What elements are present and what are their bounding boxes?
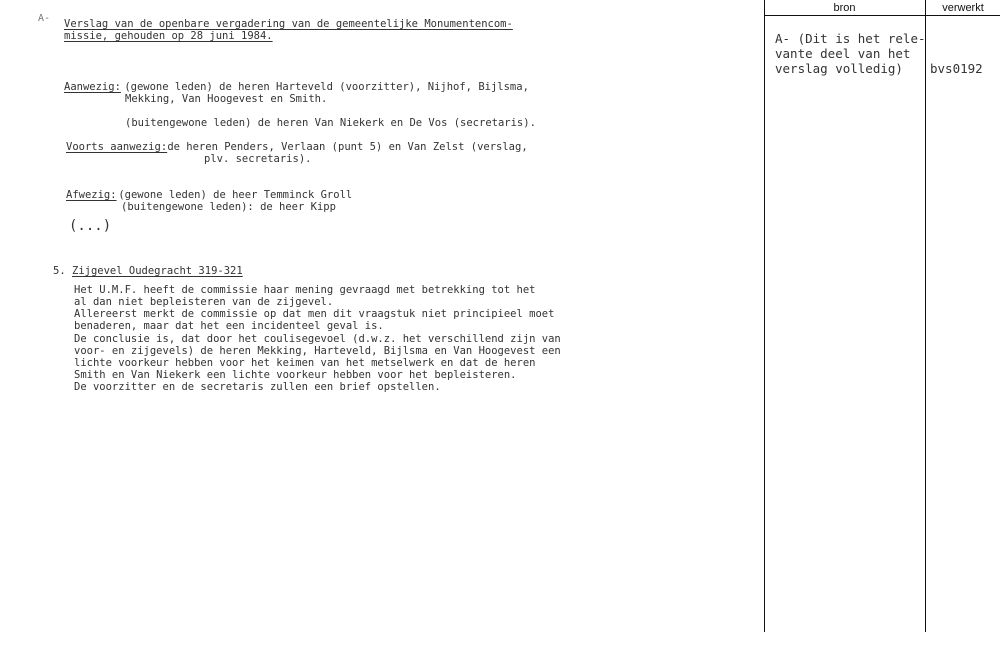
bron-note-line-1: A- (Dit is het rele-: [775, 31, 926, 46]
item-line: De voorzitter en de secretaris zullen een brief opstellen.: [74, 381, 441, 393]
bron-note-line-3: verslag volledig): [775, 61, 903, 76]
item-line: De conclusie is, dat door het coulisegevoel (d.w.z. het verschillend zijn van: [74, 333, 561, 345]
ellipsis-mark: (...): [69, 218, 112, 234]
item-title: Zijgevel Oudegracht 319-321: [72, 265, 243, 277]
absent-line-1: (gewone leden) de heer Temminck Groll: [112, 189, 353, 201]
column-divider-mid: [925, 0, 926, 632]
also-present-label: Voorts aanwezig:: [66, 141, 168, 153]
absent-label: Afwezig:: [66, 189, 117, 201]
report-title-line-1: Verslag van de openbare vergadering van de gemeentelijke Monumentencom-: [64, 18, 513, 30]
extraordinary-members: (buitengewone leden) de heren Van Niekerk en De Vos (secretaris).: [125, 117, 536, 129]
item-line: voor- en zijgevels) de heren Mekking, Harteveld, Bijlsma en Van Hoogevest een: [74, 345, 561, 357]
verwerkt-value: bvs0192: [930, 61, 983, 76]
item-number: 5.: [53, 265, 66, 277]
present-line-1: (gewone leden) de heren Harteveld (voorzitter), Nijhof, Bijlsma,: [118, 81, 529, 93]
item-line: Smith en Van Niekerk een lichte voorkeur hebben voor het bepleisteren.: [74, 369, 517, 381]
present-label: Aanwezig:: [64, 81, 121, 93]
report-title-line-2: missie, gehouden op 28 juni 1984.: [64, 30, 273, 42]
item-line: lichte voorkeur hebben voor het keimen van het metselwerk en dat de heren: [74, 357, 536, 369]
item-line: benaderen, maar dat het een incidenteel geval is.: [74, 320, 384, 332]
also-present-line-1: de heren Penders, Verlaan (punt 5) en Van Zelst (verslag,: [161, 141, 528, 153]
also-present-line-2: plv. secretaris).: [204, 153, 312, 165]
absent-line-2: (buitengewone leden): de heer Kipp: [121, 201, 336, 213]
header-underline: [764, 15, 1000, 16]
bron-header: bron: [833, 2, 856, 14]
bron-note-line-2: vante deel van het: [775, 46, 911, 61]
verwerkt-header: verwerkt: [942, 2, 984, 14]
item-line: Allereerst merkt de commissie op dat men dit vraagstuk niet principieel moet: [74, 308, 555, 320]
section-marker: A-: [38, 13, 51, 24]
item-line: al dan niet bepleisteren van de zijgevel.: [74, 296, 334, 308]
item-line: Het U.M.F. heeft de commissie haar mening gevraagd met betrekking tot het: [74, 284, 536, 296]
present-line-2: Mekking, Van Hoogevest en Smith.: [125, 93, 328, 105]
column-divider-left: [764, 0, 765, 632]
